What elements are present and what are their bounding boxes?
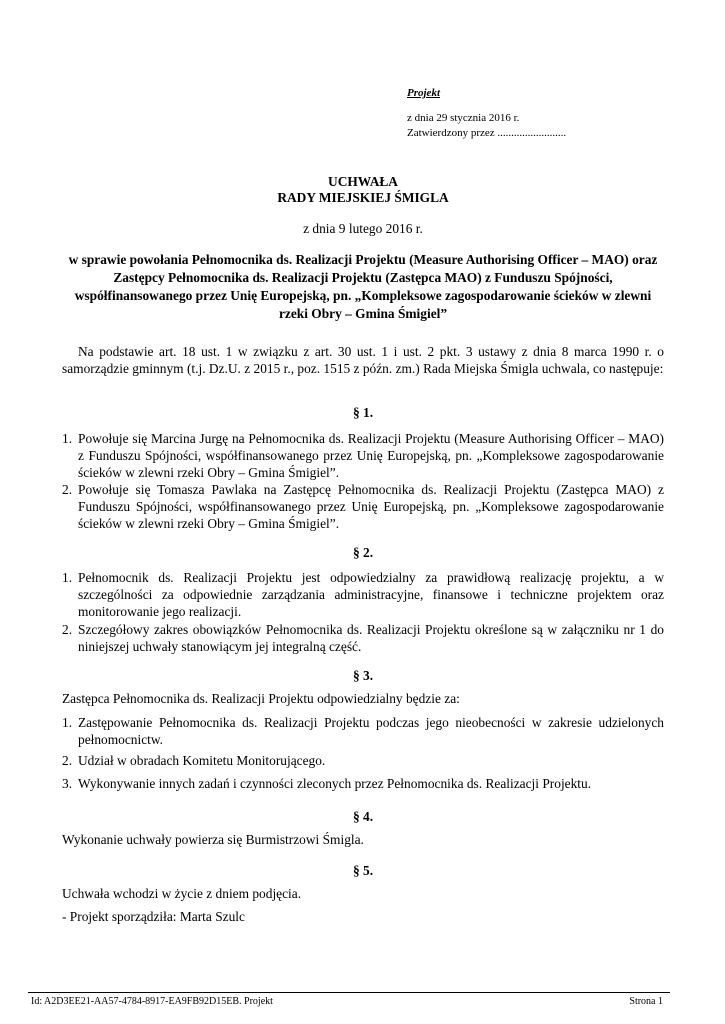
document-header — [407, 86, 566, 141]
projekt-label: Projekt — [407, 87, 440, 99]
section-2-item — [62, 621, 664, 655]
subject-line: w sprawie powołania Pełnomocnika ds. Realizacji Projektu (Measure Authorising Officer – MAO) oraz — [68, 252, 658, 267]
item-text: Powołuje się Marcina Jurgę na Pełnomocnika ds. Realizacji Projektu (Measure Authorising Officer – MAO) z Funduszu Spójności, współfinansowanego przez Unię Europejską, pn. „Kompleksowe zagospodarowanie ścieków w zlewni rzeki Obry – Gmina Śmigiel”. — [78, 431, 664, 480]
title-uchwala: UCHWAŁA — [328, 174, 398, 189]
resolution-date: z dnia 9 lutego 2016 r. — [303, 221, 423, 236]
item-number: 1. — [62, 570, 73, 585]
section-3-intro: Zastępca Pełnomocnika ds. Realizacji Projektu odpowiedzialny będzie za: — [62, 691, 460, 706]
item-text: Zastępowanie Pełnomocnika ds. Realizacji Projektu podczas jego nieobecności w zakresie udzielonych pełnomocnictw. — [78, 715, 664, 747]
item-text: Powołuje się Tomasza Pawlaka na Zastępcę Pełnomocnika ds. Realizacji Projektu (Zastępca MAO) z Funduszu Spójności, współfinansowanego przez Unię Europejską, pn. „Kompleksowe zagospodarowanie ścieków w zlewni rzeki Obry – Gmina Śmigiel”. — [78, 482, 664, 531]
subject-line: współfinansowanego przez Unię Europejską, pn. „Kompleksowe zagospodarowanie ścieków w zlewni — [74, 288, 652, 303]
section-3-heading: § 3. — [352, 668, 374, 683]
item-number: 2. — [62, 753, 73, 768]
section-3-item — [62, 714, 664, 748]
item-text: Wykonywanie innych zadań i czynności zleconych przez Pełnomocnika ds. Realizacji Projektu. — [78, 776, 592, 791]
approved-by: Zatwierdzony przez ......................... — [407, 127, 567, 139]
item-number: 1. — [62, 431, 73, 446]
title-rada: RADY MIEJSKIEJ ŚMIGLA — [277, 190, 449, 205]
item-text: Udział w obradach Komitetu Monitorującego. — [78, 753, 326, 768]
draft-date: z dnia 29 stycznia 2016 r. — [407, 112, 520, 124]
section-4-text: Wykonanie uchwały powierza się Burmistrzowi Śmigla. — [62, 832, 364, 847]
item-text: Pełnomocnik ds. Realizacji Projektu jest odpowiedzialny za prawidłową realizację projektu, a w szczególności za odpowiednie zarządzania administracyjne, finansowe i techniczne projektem oraz monitorowanie jego realizacji. — [78, 570, 664, 619]
item-number: 1. — [62, 715, 73, 730]
footer-divider — [28, 992, 670, 993]
item-text: Szczegółowy zakres obowiązków Pełnomocnika ds. Realizacji Projektu określone są w załączniku nr 1 do niniejszej uchwały stanowiącym jej integralną część. — [78, 622, 664, 654]
subject-line: rzeki Obry – Gmina Śmigiel” — [278, 306, 448, 321]
document-id: Id: A2D3EE21-AA57-4784-8917-EA9FB92D15EB. Projekt — [31, 996, 273, 1007]
author-note: - Projekt sporządziła: Marta Szulc — [62, 909, 245, 924]
preamble: Na podstawie art. 18 ust. 1 w związku z art. 30 ust. 1 i ust. 2 pkt. 3 ustawy z dnia 8 marca 1990 r. o samorządzie gminnym (t.j. Dz.U. z 2015 r., poz. 1515 z późn. zm.) Rada Miejska Śmigla uchwala, co następuje: — [62, 344, 664, 376]
section-2-heading: § 2. — [352, 545, 374, 560]
section-1-item — [62, 481, 664, 532]
item-number: 3. — [62, 776, 73, 791]
item-number: 2. — [62, 482, 73, 497]
section-3-item — [62, 752, 664, 769]
item-number: 2. — [62, 622, 73, 637]
subject-line: Zastępcy Pełnomocnika ds. Realizacji Projektu (Zastępca MAO) z Funduszu Spójności, — [113, 270, 613, 285]
section-3-item — [62, 775, 664, 792]
section-1-item — [62, 430, 664, 481]
section-5-heading: § 5. — [352, 863, 374, 878]
section-5-text: Uchwała wchodzi w życie z dniem podjęcia. — [62, 886, 302, 901]
section-1-heading: § 1. — [352, 405, 374, 420]
section-2-item — [62, 569, 664, 620]
section-4-heading: § 4. — [352, 809, 374, 824]
resolution-subject — [62, 251, 664, 323]
page-number: Strona 1 — [629, 996, 663, 1007]
